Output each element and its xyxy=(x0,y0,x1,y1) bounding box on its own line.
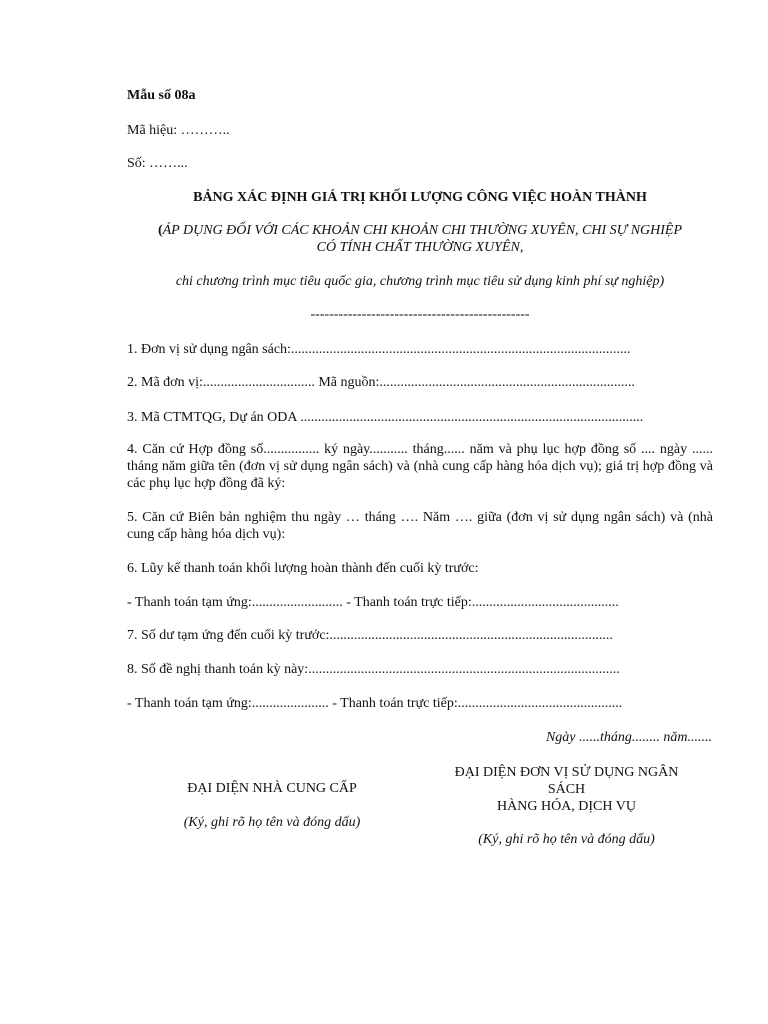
item-cumulative-payment: 6. Lũy kế thanh toán khối lượng hoàn thành đến cuối kỳ trước: xyxy=(127,561,479,576)
item-ctmtqg-oda: 3. Mã CTMTQG, Dự án ODA .................................................................................................. xyxy=(127,410,644,425)
supplier-rep-title: ĐẠI DIỆN NHÀ CUNG CẤP xyxy=(187,781,357,796)
item-payment-request-breakdown: - Thanh toán tạm ứng:...................... - Thanh toán trực tiếp:............................................... xyxy=(127,696,623,711)
document-code: Mã hiệu: ……….. xyxy=(127,123,230,138)
subtitle-line-1 xyxy=(127,222,713,239)
document-title: BẢNG XÁC ĐỊNH GIÁ TRỊ KHỐI LƯỢNG CÔNG VIỆC HOÀN THÀNH xyxy=(193,190,647,205)
item-contract-basis: 4. Căn cứ Hợp đồng số................ ký ngày........... tháng...... năm và phụ lục hợp đồng số .... ngày ...... tháng năm giữa tên (đơn vị sử dụng ngân sách) và (nhà cung cấp hàng hóa dịch vụ); giá trị hợp đồng và các phụ lục hợp đồng đã ký: xyxy=(127,442,713,491)
subtitle-open-paren: ( xyxy=(157,223,163,238)
date-line: Ngày ......tháng........ năm....... xyxy=(545,730,712,745)
subtitle-line-2: CÓ TÍNH CHẤT THƯỜNG XUYÊN, xyxy=(316,240,524,255)
budget-unit-rep-title-line-1: ĐẠI DIỆN ĐƠN VỊ SỬ DỤNG NGÂN xyxy=(454,765,679,780)
supplier-rep-note: (Ký, ghi rõ họ tên và đóng dấu) xyxy=(183,815,361,830)
budget-unit-rep-title-line-3: HÀNG HÓA, DỊCH VỤ xyxy=(497,799,636,814)
subtitle-text-1: ÁP DỤNG ĐỐI VỚI CÁC KHOẢN CHI KHOẢN CHI THƯỜNG XUYÊN, CHI SỰ NGHIỆP xyxy=(162,223,683,238)
item-budget-unit: 1. Đơn vị sử dụng ngân sách:................................................................................................. xyxy=(127,342,631,357)
item-unit-code: 2. Mã đơn vị:................................ Mã nguồn:......................................................................... xyxy=(127,375,635,390)
subtitle-line-3: chi chương trình mục tiêu quốc gia, chương trình mục tiêu sử dụng kinh phí sự nghiệp) xyxy=(175,274,665,289)
budget-unit-rep-title-line-2: SÁCH xyxy=(547,782,586,797)
item-cumulative-payment-breakdown: - Thanh toán tạm ứng:.......................... - Thanh toán trực tiếp:.......................................... xyxy=(127,595,619,610)
item-acceptance-basis: 5. Căn cứ Biên bản nghiệm thu ngày … tháng …. Năm …. giữa (đơn vị sử dụng ngân sách) và (nhà cung cấp hàng hóa dịch vụ): xyxy=(127,510,713,542)
item-advance-balance: 7. Số dư tạm ứng đến cuối kỳ trước:................................................................................. xyxy=(127,628,613,643)
document-number: Số: ……... xyxy=(127,156,188,171)
budget-unit-rep-note: (Ký, ghi rõ họ tên và đóng dấu) xyxy=(478,832,655,847)
item-payment-request: 8. Số đề nghị thanh toán kỳ này:......................................................................................... xyxy=(127,662,620,677)
separator: ----------------------------------------------- xyxy=(310,307,530,322)
form-number: Mẫu số 08a xyxy=(127,88,196,103)
